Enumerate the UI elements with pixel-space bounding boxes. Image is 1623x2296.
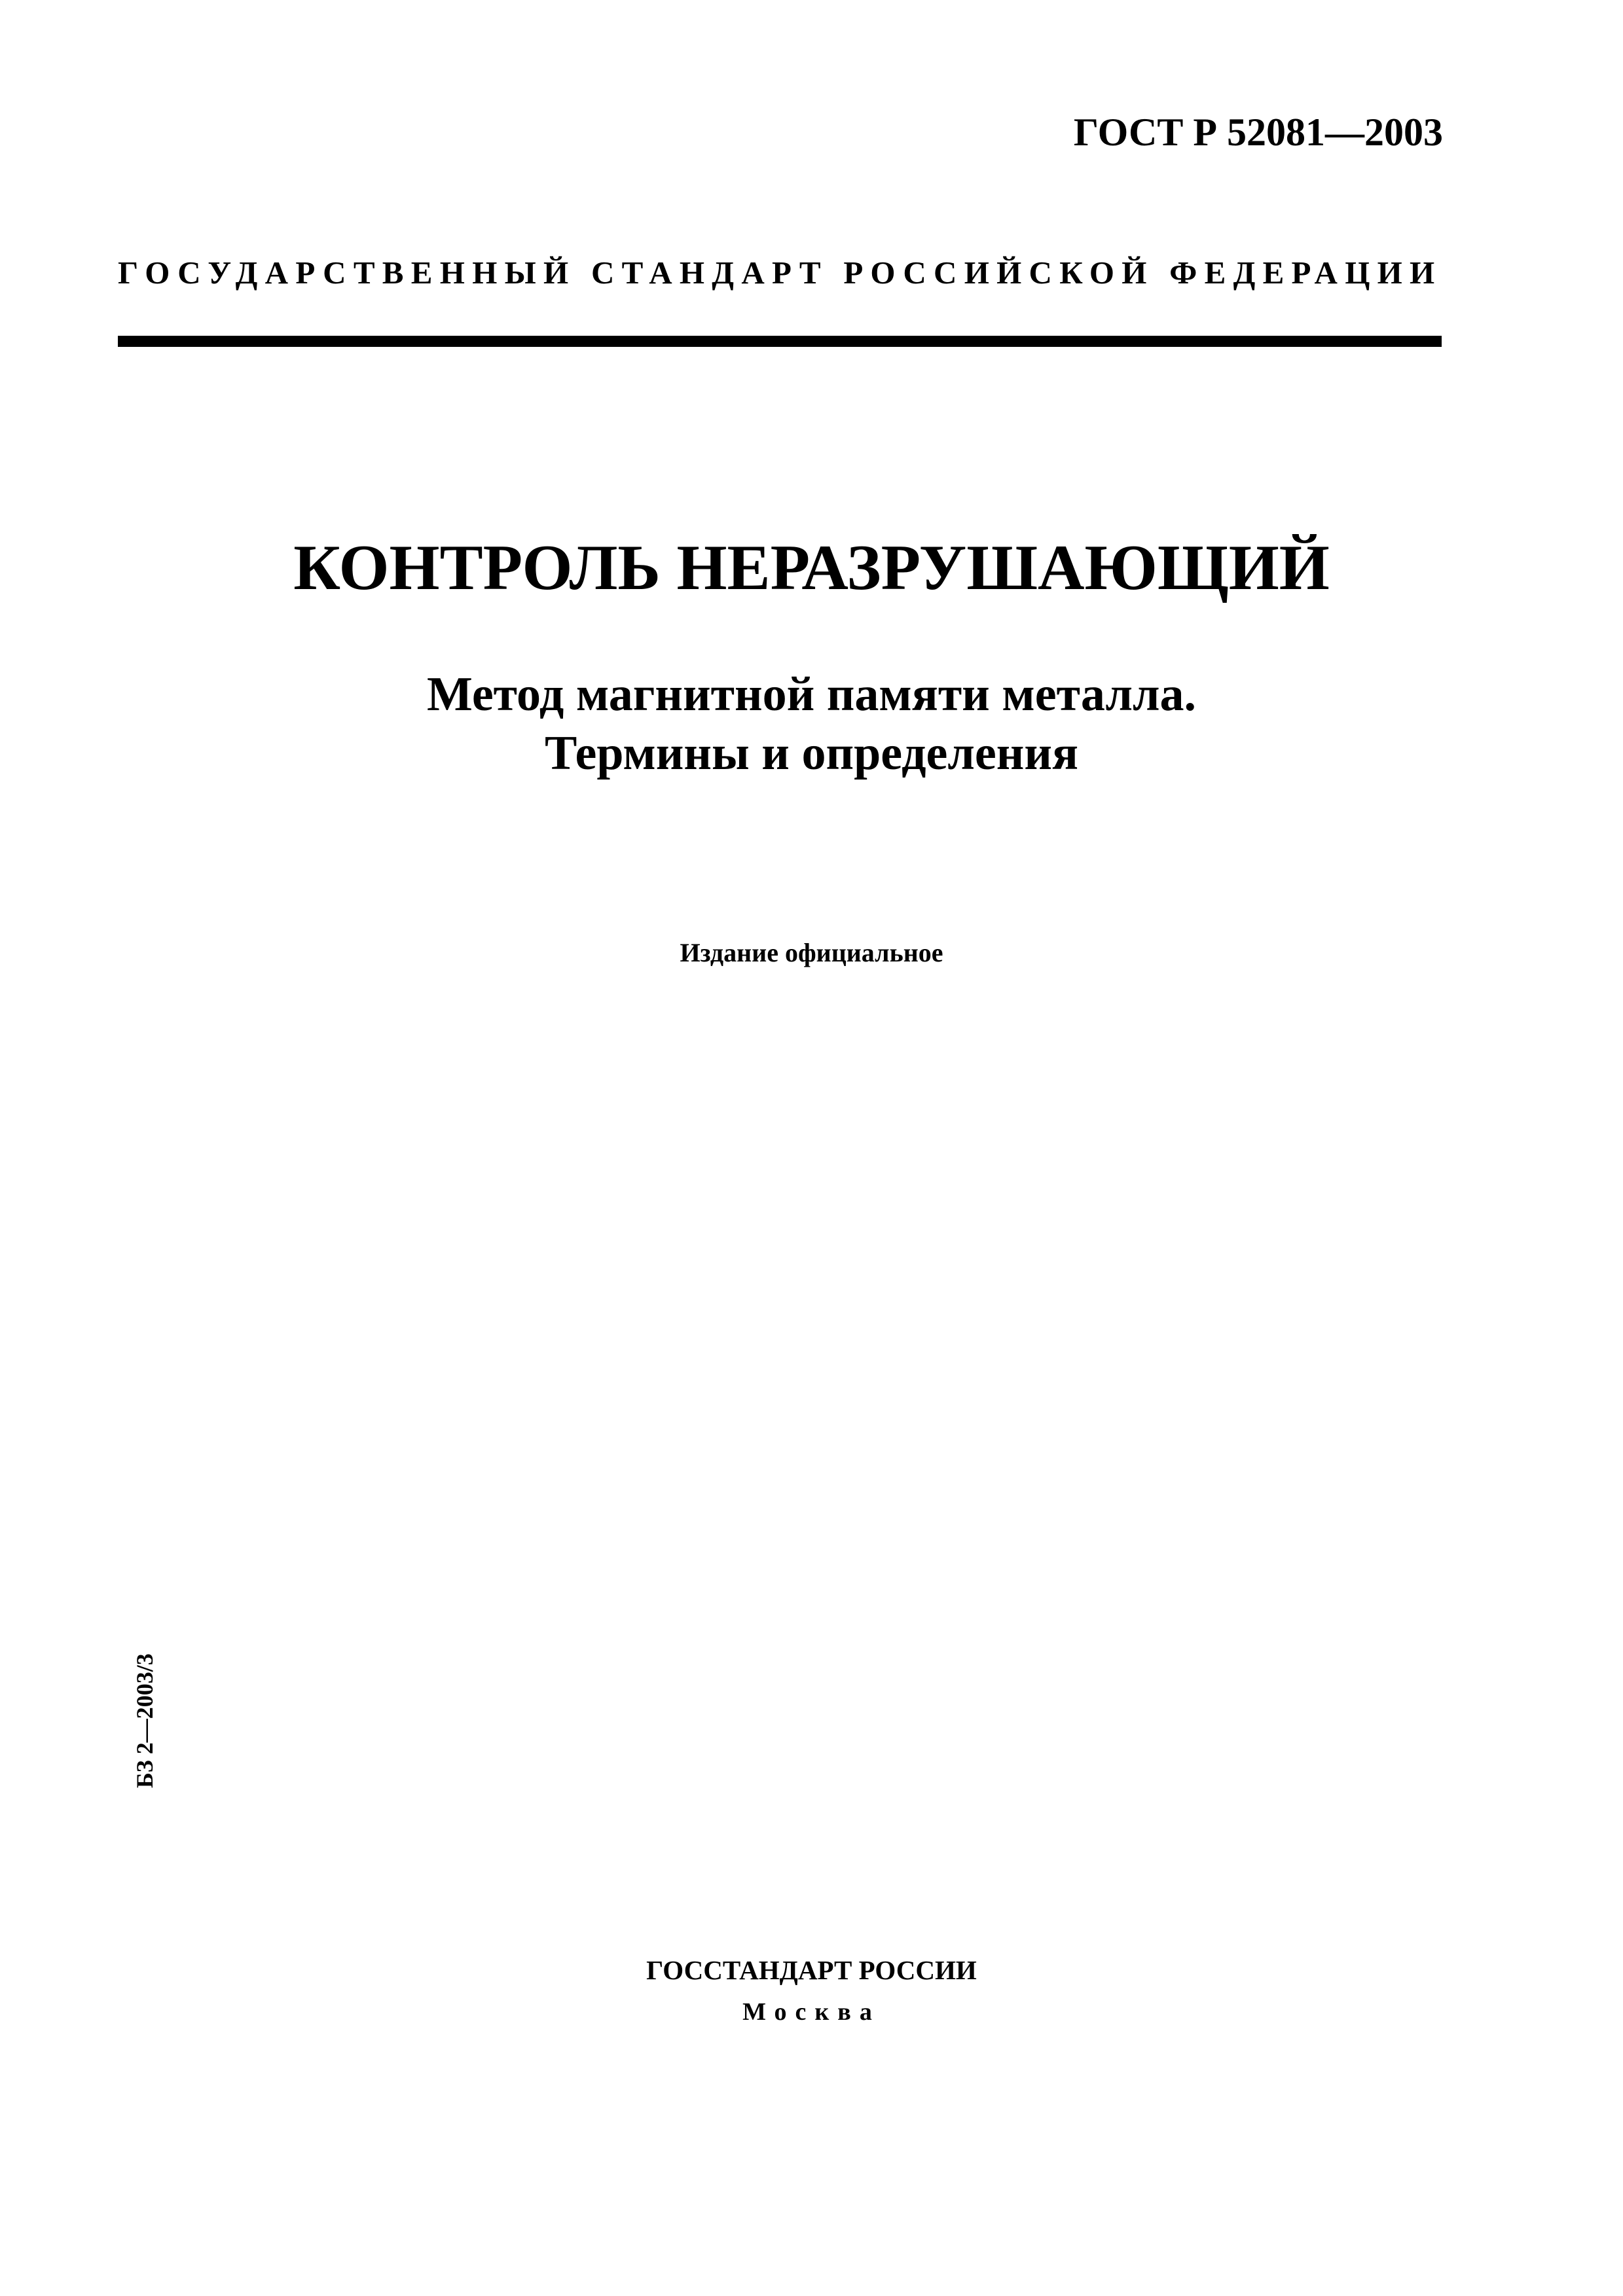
publisher-name: ГОССТАНДАРТ РОССИИ	[646, 1955, 977, 1985]
header-divider	[118, 336, 1442, 347]
document-title: КОНТРОЛЬ НЕРАЗРУШАЮЩИЙ	[293, 532, 1330, 603]
publisher-city: Москва	[742, 1998, 881, 2026]
document-subtitle-line-1: Метод магнитной памяти металла.	[426, 668, 1197, 721]
standard-header: ГОСУДАРСТВЕННЫЙ СТАНДАРТ РОССИЙСКОЙ ФЕДЕРАЦИИ	[118, 255, 1442, 291]
side-catalog-code: БЗ 2—2003/3	[132, 1653, 158, 1788]
edition-note: Издание официальное	[680, 938, 943, 967]
standard-number: ГОСТ Р 52081—2003	[1073, 111, 1443, 154]
document-subtitle-line-2: Термины и определения	[544, 726, 1079, 780]
